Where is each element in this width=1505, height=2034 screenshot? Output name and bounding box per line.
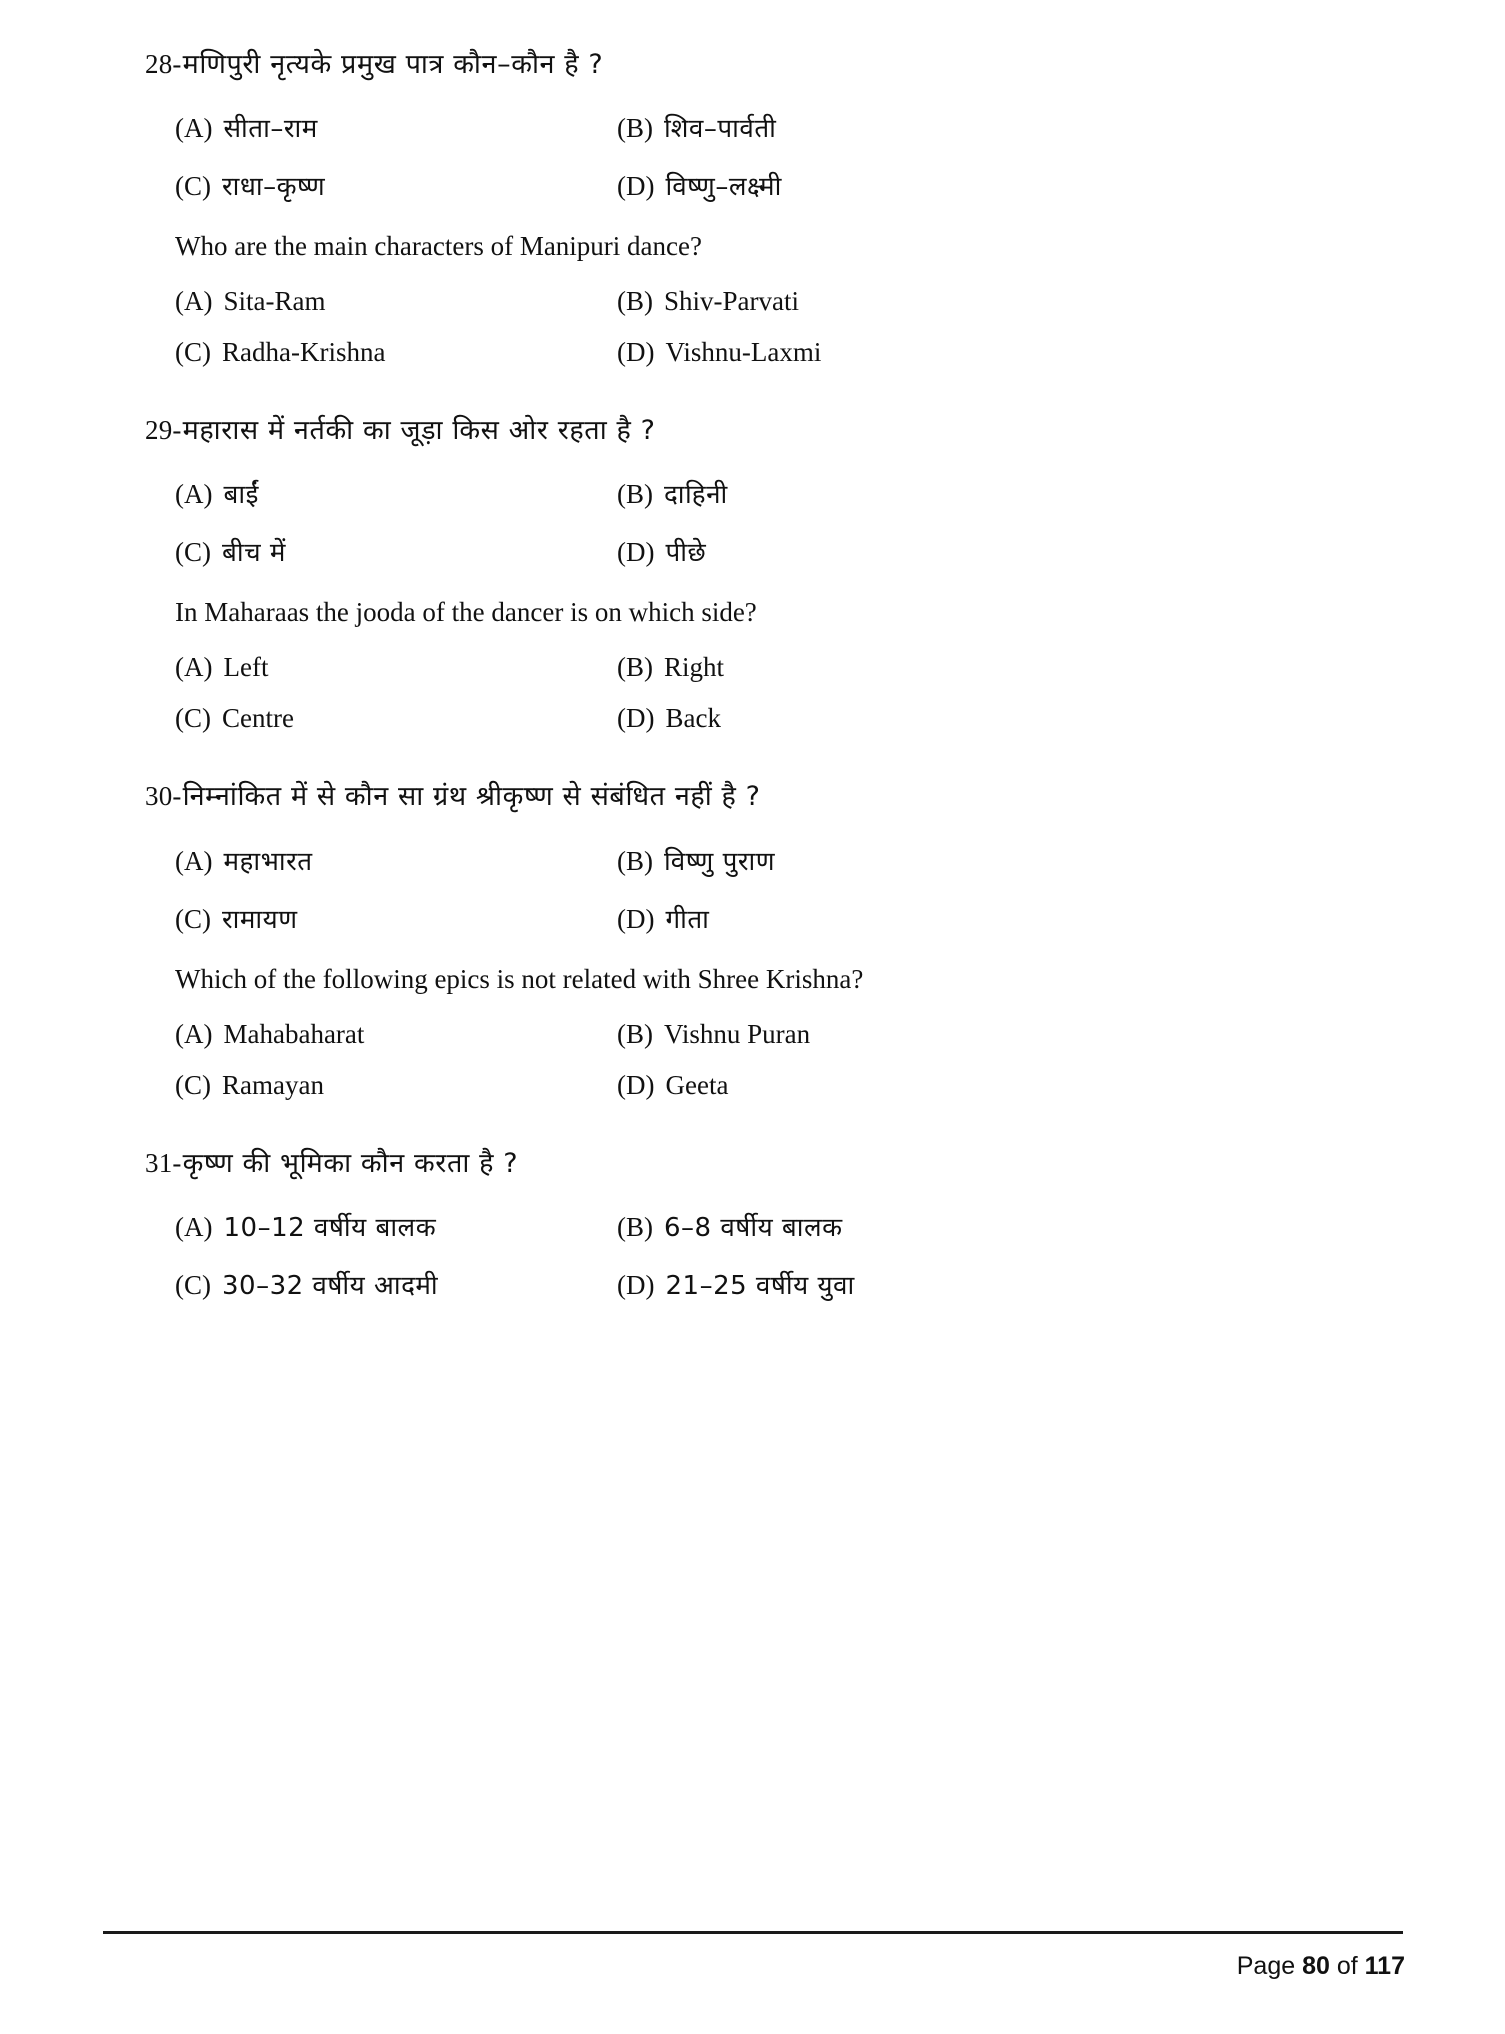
option-label: बाईं xyxy=(223,480,259,511)
option-label: Sita-Ram xyxy=(223,286,326,317)
option-d-hindi-30 xyxy=(615,900,1215,936)
option-d-english-28 xyxy=(615,337,1215,368)
option-key: (C) xyxy=(175,1069,211,1100)
option-label: विष्णु पुराण xyxy=(664,846,776,877)
option-key: (C) xyxy=(175,903,211,934)
hindi-options-28 xyxy=(145,109,1360,203)
option-b-hindi-29 xyxy=(615,475,1215,511)
question-number-29: 29- xyxy=(145,415,182,446)
option-label: बीच में xyxy=(222,538,286,569)
option-row xyxy=(145,337,1360,368)
question-block-28 xyxy=(145,46,1360,368)
option-row xyxy=(145,652,1360,683)
option-key: (B) xyxy=(617,113,653,144)
option-label: Mahabaharat xyxy=(223,1018,365,1049)
option-label: शिव–पार्वती xyxy=(664,114,777,145)
question-heading-28 xyxy=(145,46,1360,83)
question-number-30: 30- xyxy=(145,781,182,812)
option-label: Vishnu-Laxmi xyxy=(665,337,822,368)
option-row xyxy=(145,1070,1360,1101)
option-d-hindi-29 xyxy=(615,533,1215,569)
option-key: (B) xyxy=(617,652,653,683)
option-b-hindi-28 xyxy=(615,109,1215,145)
page-footer xyxy=(1237,1952,1405,1981)
footer-prefix: Page xyxy=(1236,1952,1303,1980)
option-d-english-29 xyxy=(615,703,1215,734)
footer-total-pages: 117 xyxy=(1364,1952,1405,1980)
option-label: महाभारत xyxy=(223,846,313,877)
english-options-29 xyxy=(145,652,1360,734)
option-a-english-29 xyxy=(145,652,615,683)
english-options-28 xyxy=(145,286,1360,368)
hindi-options-29 xyxy=(145,475,1360,569)
option-key: (D) xyxy=(617,337,655,368)
option-a-hindi-31 xyxy=(145,1208,615,1244)
option-a-hindi-28 xyxy=(145,109,615,145)
option-row xyxy=(145,286,1360,317)
option-c-hindi-30 xyxy=(145,900,615,936)
option-b-hindi-30 xyxy=(615,842,1215,878)
option-key: (D) xyxy=(617,703,655,734)
footer-divider xyxy=(103,1931,1403,1934)
option-label: पीछे xyxy=(665,538,707,569)
option-d-hindi-31 xyxy=(615,1266,1215,1302)
question-text-english-28: Who are the main characters of Manipuri dance? xyxy=(175,231,702,262)
option-label: Vishnu Puran xyxy=(664,1018,811,1049)
question-block-30 xyxy=(145,778,1360,1100)
option-key: (A) xyxy=(175,479,213,510)
hindi-options-31 xyxy=(145,1208,1360,1302)
option-row xyxy=(145,900,1360,936)
question-block-31 xyxy=(145,1145,1360,1302)
question-text-hindi-28: मणिपुरी नृत्यके प्रमुख पात्र कौन–कौन है ? xyxy=(182,49,604,80)
question-block-29 xyxy=(145,412,1360,734)
option-c-english-28 xyxy=(145,337,615,368)
option-c-hindi-31 xyxy=(145,1266,615,1302)
option-label: Left xyxy=(223,652,269,683)
option-row xyxy=(145,1019,1360,1050)
option-key: (A) xyxy=(175,1211,213,1242)
option-label: Ramayan xyxy=(222,1069,324,1100)
option-label: Centre xyxy=(222,703,294,734)
option-d-english-30 xyxy=(615,1070,1215,1101)
option-label: गीता xyxy=(665,904,710,935)
option-row xyxy=(145,533,1360,569)
option-b-english-28 xyxy=(615,286,1215,317)
option-key: (C) xyxy=(175,337,211,368)
option-key: (A) xyxy=(175,286,213,317)
option-label: Back xyxy=(665,703,721,734)
option-a-hindi-29 xyxy=(145,475,615,511)
option-label: विष्णु–लक्ष्मी xyxy=(665,172,782,203)
option-row xyxy=(145,167,1360,203)
option-row xyxy=(145,703,1360,734)
question-text-hindi-31: कृष्ण की भूमिका कौन करता है ? xyxy=(182,1147,519,1179)
option-row xyxy=(145,1266,1360,1302)
option-label: Geeta xyxy=(665,1069,729,1100)
question-heading-29 xyxy=(145,412,1360,449)
option-key: (A) xyxy=(175,1018,213,1049)
hindi-options-30 xyxy=(145,842,1360,936)
option-row xyxy=(145,109,1360,145)
option-row xyxy=(145,1208,1360,1244)
option-d-hindi-28 xyxy=(615,167,1215,203)
option-key: (B) xyxy=(617,1211,653,1242)
option-key: (B) xyxy=(617,479,653,510)
option-label: रामायण xyxy=(222,904,298,935)
option-label: 30–32 वर्षीय आदमी xyxy=(222,1270,439,1301)
option-label: Radha-Krishna xyxy=(222,337,386,368)
option-key: (D) xyxy=(617,1069,655,1100)
option-label: Shiv-Parvati xyxy=(664,286,799,317)
option-a-english-28 xyxy=(145,286,615,317)
option-label: राधा–कृष्ण xyxy=(222,172,326,203)
option-row xyxy=(145,842,1360,878)
option-key: (D) xyxy=(617,1269,655,1300)
option-key: (D) xyxy=(617,903,655,934)
option-key: (C) xyxy=(175,703,211,734)
question-text-hindi-29: महारास में नर्तकी का जूड़ा किस ओर रहता है ? xyxy=(182,415,656,447)
option-label: 21–25 वर्षीय युवा xyxy=(665,1270,855,1301)
question-heading-30 xyxy=(145,778,1360,815)
question-number-28: 28- xyxy=(145,49,182,79)
option-a-hindi-30 xyxy=(145,842,615,878)
option-key: (A) xyxy=(175,652,213,683)
questions-container xyxy=(145,46,1360,1346)
option-key: (B) xyxy=(617,286,653,317)
option-label: सीता–राम xyxy=(223,114,318,145)
question-heading-31 xyxy=(145,1145,1360,1182)
question-text-english-30: Which of the following epics is not related with Shree Krishna? xyxy=(175,963,864,994)
english-options-30 xyxy=(145,1019,1360,1101)
option-b-english-30 xyxy=(615,1019,1215,1050)
option-a-english-30 xyxy=(145,1019,615,1050)
option-c-english-30 xyxy=(145,1070,615,1101)
option-b-english-29 xyxy=(615,652,1215,683)
option-key: (C) xyxy=(175,171,211,202)
option-label: Right xyxy=(664,652,725,683)
option-key: (A) xyxy=(175,113,213,144)
option-key: (C) xyxy=(175,537,211,568)
question-text-english-29: In Maharaas the jooda of the dancer is on which side? xyxy=(175,597,757,628)
option-key: (B) xyxy=(617,845,653,876)
option-row xyxy=(145,475,1360,511)
option-key: (D) xyxy=(617,171,655,202)
question-number-31: 31- xyxy=(145,1147,182,1178)
option-b-hindi-31 xyxy=(615,1208,1215,1244)
option-c-hindi-29 xyxy=(145,533,615,569)
option-key: (D) xyxy=(617,537,655,568)
option-key: (B) xyxy=(617,1018,653,1049)
option-c-english-29 xyxy=(145,703,615,734)
footer-middle: of xyxy=(1329,1952,1365,1980)
option-c-hindi-28 xyxy=(145,167,615,203)
footer-page-number: 80 xyxy=(1302,1952,1330,1980)
option-label: दाहिनी xyxy=(664,480,728,511)
option-label: 6–8 वर्षीय बालक xyxy=(664,1212,843,1243)
option-key: (A) xyxy=(175,845,213,876)
option-label: 10–12 वर्षीय बालक xyxy=(223,1212,437,1243)
question-text-hindi-30: निम्नांकित में से कौन सा ग्रंथ श्रीकृष्ण से संबंधित नहीं है ? xyxy=(182,781,761,813)
option-key: (C) xyxy=(175,1269,211,1300)
